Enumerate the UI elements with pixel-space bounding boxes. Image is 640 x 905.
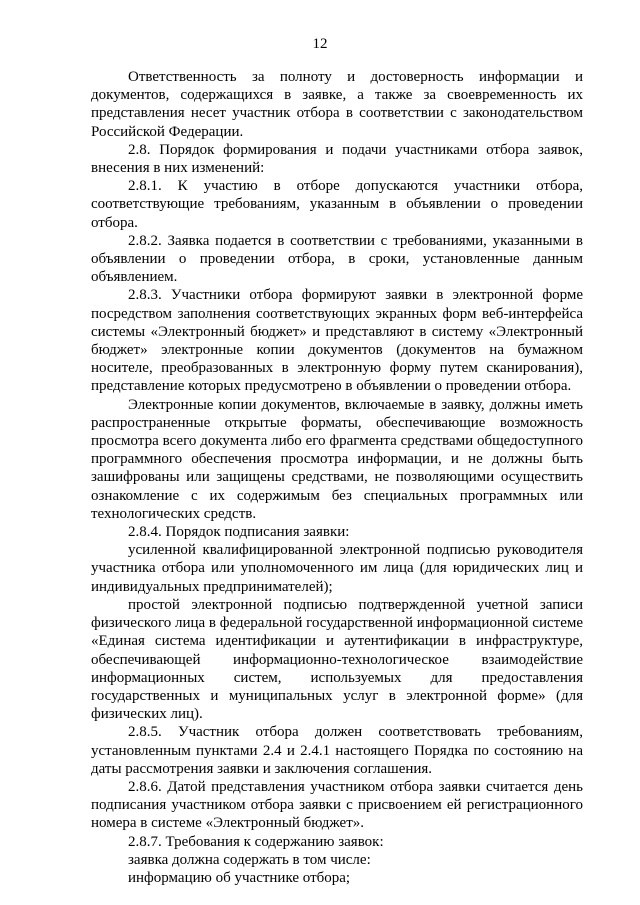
paragraph-2-8-4: 2.8.4. Порядок подписания заявки:	[128, 524, 350, 541]
document-body	[91, 68, 583, 887]
paragraph-2-8-6: 2.8.6. Датой представления участником отбора заявки считается день подписания участником отбора заявки с присвоением ей регистрационного номера в системе «Электронный бюджет».	[91, 778, 583, 832]
paragraph-2-8-2: 2.8.2. Заявка подается в соответствии с требованиями, указанными в объявлении о проведении отбора, в сроки, установленные данным объявлением.	[91, 232, 583, 286]
paragraph-simple-signature: простой электронной подписью подтвержденной учетной записи физического лица в федеральной государственной информационной системе «Единая система идентификации и аутентификации в инфраструктуре, обеспечивающей информационно-технологическое взаимодействие информационных систем, используемых для предоставления государственных и муниципальных услуг в электронной форме» (для физических лиц).	[91, 596, 583, 723]
paragraph-electronic-copies: Электронные копии документов, включаемые в заявку, должны иметь распространенные открытые форматы, обеспечивающие возможность просмотра всего документа либо его фрагмента средствами общедоступного программного обеспечения просмотра информации, и не должны быть зашифрованы или защищены средствами, не позволяющими осуществить ознакомление с их содержимым без специальных программных или технологических средств.	[91, 396, 583, 522]
paragraph-qualified-signature: усиленной квалифицированной электронной подписью руководителя участника отбора или уполномоченного им лица (для юридических лиц и индивидуальных предпринимателей);	[91, 542, 583, 595]
page-number: 12	[312, 36, 328, 52]
paragraph-responsibility: Ответственность за полноту и достоверность информации и документов, содержащихся в заявке, а также за своевременность их представления несет участник отбора в соответствии с законодательством Российской Федерации.	[91, 69, 583, 140]
paragraph-2-8-5: 2.8.5. Участник отбора должен соответствовать требованиям, установленным пунктами 2.4 и 2.4.1 настоящего Порядка по состоянию на даты рассмотрения заявки и заключения соглашения.	[91, 724, 583, 777]
paragraph-participant-info: информацию об участнике отбора;	[128, 869, 351, 886]
paragraph-2-8-1: 2.8.1. К участию в отборе допускаются участники отбора, соответствующие требованиям, указанным в объявлении о проведении отбора.	[91, 178, 583, 231]
paragraph-2-8: 2.8. Порядок формирования и подачи участниками отбора заявок, внесения в них изменений:	[91, 141, 583, 177]
paragraph-2-8-7: 2.8.7. Требования к содержанию заявок:	[128, 833, 384, 850]
paragraph-2-8-3: 2.8.3. Участники отбора формируют заявки в электронной форме посредством заполнения соответствующих экранных форм веб-интерфейса системы «Электронный бюджет» и представляют в систему «Электронный бюджет» электронные копии документов (документов на бумажном носителе, преобразованных в электронную форму путем сканирования), представление которых предусмотрено в объявлении о проведении отбора.	[91, 287, 583, 395]
paragraph-application-content: заявка должна содержать в том числе:	[128, 851, 371, 868]
